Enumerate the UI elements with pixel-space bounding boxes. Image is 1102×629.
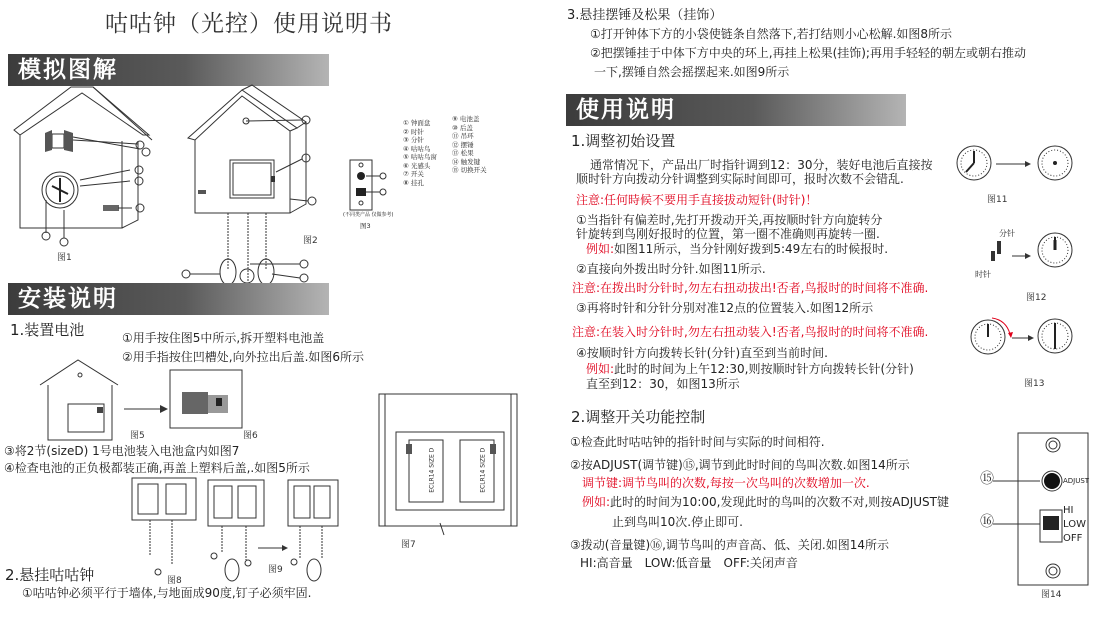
usage-para-2a: ①当指针有偏差时,先打开拨动开关,再按顺时针方向旋转分	[576, 213, 883, 227]
legend-item: ⑬ 松果	[452, 149, 474, 157]
legend-item: ⑭ 触发键	[452, 157, 481, 166]
install-step-h1: ①咕咕钟必须平行于墙体,与地面成90度,钉子必须牢固.	[22, 586, 312, 600]
legend-item: ⑧ 挂孔	[403, 178, 424, 187]
volume-off-label: OFF	[1063, 533, 1083, 544]
legend-item: ⑩ 后盖	[452, 123, 473, 132]
usage-switch-q2-example-2: 止到鸟叫10次.停止即可.	[612, 515, 743, 529]
circled-number-15: ⑮	[980, 471, 994, 487]
battery-label-left: ECLR14 SIZE D	[428, 447, 436, 493]
usage-para-1b: 顺时针方向拨动分针调整到实际时间即可，报时次数不会错乱.	[576, 172, 904, 186]
legend-item: ⑮ 切换开关	[452, 166, 487, 174]
usage-para-4: ③再将时针和分针分别对准12点的位置装入.如图12所示	[576, 301, 874, 315]
install-step-b3: ③将2节(sizeD) 1号电池装入电池盒内如图7	[4, 444, 240, 458]
install-step-b4: ④检查电池的正负极都装正确,再盖上塑料后盖,.如图5所示	[4, 461, 310, 475]
section-header-install: 安装说明	[8, 283, 329, 315]
usage-switch-title: 2.调整开关功能控制	[571, 408, 706, 426]
legend-item: ② 时针	[403, 127, 424, 136]
usage-para-1a: 通常情况下，产品出厂时指针调到12：30分，装好电池后直接按	[590, 158, 933, 172]
hang-weights-step-2: ②把摆锤挂于中体下方中央的环上,再挂上松果(挂饰);再用手轻轻的朝左或朝右推动	[590, 46, 1026, 60]
usage-switch-q3b: HI:高音量 LOW:低音量 OFF:关闭声音	[580, 556, 798, 570]
usage-note-2: 注意:在拨出时分针时,勿左右扭动拔出!否者,鸟报时的时间将不准确.	[572, 281, 929, 295]
figure-2-caption: 图2	[303, 236, 318, 246]
usage-initial-title: 1.调整初始设置	[571, 132, 676, 150]
usage-switch-q1: ①检查此时咕咕钟的指针时间与实际的时间相符.	[570, 435, 825, 449]
battery-label-right: ECLR14 SIZE D	[479, 447, 487, 493]
page-title: 咕咕钟（光控）使用说明书	[105, 11, 393, 37]
legend-item: ⑪ 吊环	[452, 132, 474, 140]
section-header-diagram: 模拟图解	[8, 54, 329, 86]
volume-hi-label: HI	[1063, 505, 1074, 516]
example-text: 此时的时间为上午12:30,则按顺时针方向拨转长针(分针)	[614, 362, 914, 376]
install-battery-title: 1.装置电池	[10, 321, 85, 339]
figure-8-caption: 图8	[167, 576, 182, 586]
figure-6-caption: 图6	[243, 431, 258, 441]
example-text: 如图11所示，当分针刚好拨到5:49左右的时候报时.	[614, 242, 889, 256]
hang-weights-step-3: 一下,摆锤自然会摇摆起来.如图9所示	[594, 65, 790, 79]
usage-switch-q2-note: 调节键:调节鸟叫的次数,每按一次鸟叫的次数增加一次.	[582, 476, 870, 490]
legend-item: ⑫ 摆锤	[452, 140, 474, 149]
figure-1-caption: 图1	[57, 253, 72, 263]
figure-3-note: (不同类产品 仅做参考)	[343, 212, 394, 218]
usage-switch-q2: ②按ADJUST(调节键)⑮,调节到此时时间的鸟叫次数.如图14所示	[570, 458, 910, 472]
legend-item: ③ 分针	[403, 136, 424, 144]
figure-13-caption: 图13	[1024, 379, 1045, 389]
hour-hand-label: 时针	[975, 270, 991, 279]
legend-item: ⑤ 咕咕鸟窗	[403, 153, 437, 161]
volume-low-label: LOW	[1063, 519, 1086, 530]
example-label: 例如:	[582, 495, 611, 509]
usage-para-5c: 直至到12：30，如图13所示	[586, 377, 740, 391]
usage-note-1: 注意:任何時候不要用手直接拔动短针(时针)！	[576, 193, 818, 207]
legend-item: ⑨ 电池盖	[452, 115, 480, 123]
legend-item: ① 钟面盘	[403, 119, 431, 127]
hang-weights-step-1: ①打开钟体下方的小袋使链条自然落下,若打结则小心松解.如图8所示	[590, 27, 953, 41]
example-label: 例如:	[586, 242, 615, 256]
adjust-button-label: ADJUST	[1063, 477, 1090, 485]
hang-weights-title: 3.悬挂摆锤及松果（挂饰）	[567, 8, 723, 23]
install-step-b1: ①用手按住图5中所示,拆开塑料电池盖	[122, 331, 325, 345]
circled-number-16: ⑯	[980, 514, 994, 530]
usage-para-2b: 针旋转到鸟刚好报时的位置，第一圈不准确则再旋转一圈.	[576, 227, 880, 241]
example-text: 此时的时间为10:00,发现此时的鸟叫的次数不对,则按ADJUST键	[610, 495, 949, 509]
usage-para-3: ②直接向外拨出时分针.如图11所示.	[576, 262, 766, 276]
figure-14-caption: 图14	[1041, 590, 1062, 600]
usage-para-5: ④按顺时针方向拨转长针(分针)直至到当前时间.	[576, 346, 828, 360]
legend-item: ⑦ 开关	[403, 170, 424, 178]
legend-item: ④ 咕咕鸟	[403, 144, 431, 153]
usage-note-3: 注意:在装入时分针时,勿左右扭动装入!否者,鸟报时的时间将不准确.	[572, 325, 929, 339]
example-label: 例如:	[586, 362, 615, 376]
section-header-usage: 使用说明	[566, 94, 906, 126]
figure-5-caption: 图5	[130, 431, 145, 441]
install-step-b2: ②用手指按住凹槽处,向外拉出后盖.如图6所示	[122, 350, 365, 364]
usage-switch-q3: ③拨动(音量键)⑯,调节鸟叫的声音高、低、关闭.如图14所示	[570, 538, 890, 552]
figure-11-caption: 图11	[987, 195, 1008, 205]
install-hang-title: 2.悬挂咕咕钟	[5, 566, 95, 584]
figure-3-caption: 图3	[360, 222, 371, 230]
legend-item: ⑥ 光感头	[403, 161, 431, 170]
minute-hand-label: 分针	[999, 229, 1015, 238]
figure-9-caption: 图9	[268, 565, 283, 575]
figure-7-caption: 图7	[401, 540, 416, 550]
figure-12-caption: 图12	[1026, 293, 1047, 303]
